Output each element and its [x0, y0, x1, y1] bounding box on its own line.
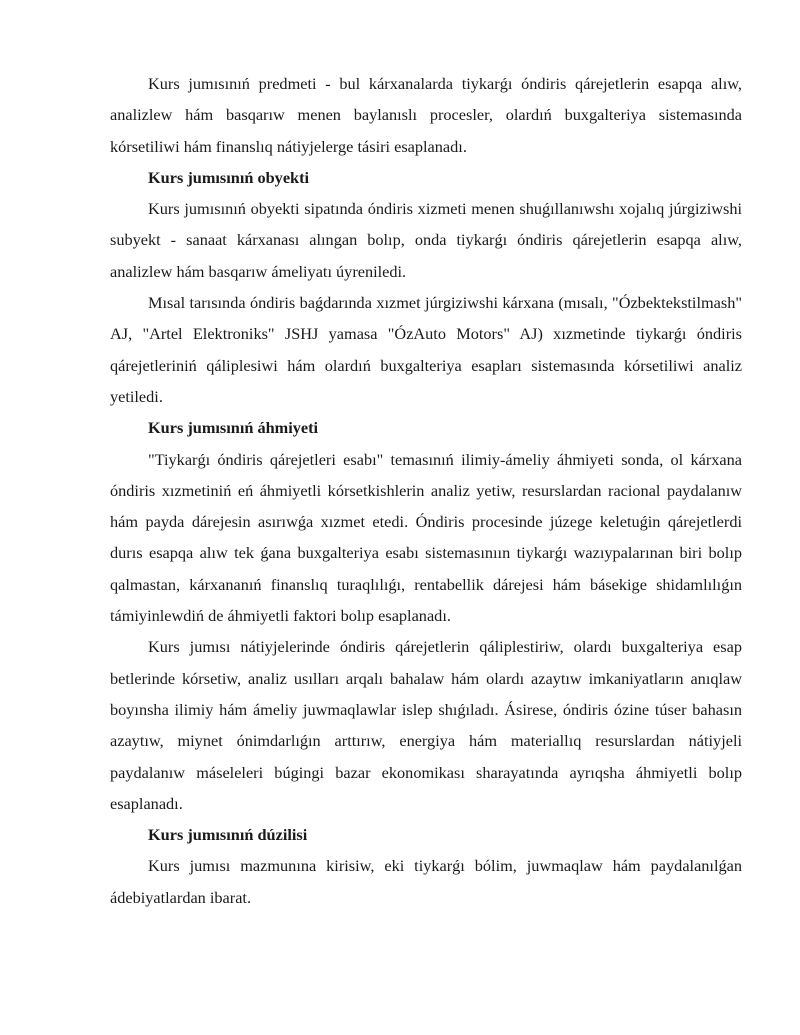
document-page: [110, 68, 742, 913]
paragraph-structure: Kurs jumısı mazmunına kirisiw, eki tiykarǵı bólim, juwmaqlaw hám paydalanılǵan ádebiyatlardan ibarat.: [110, 856, 742, 907]
heading-structure: Kurs jumısınıń dúzilisi: [148, 825, 308, 845]
paragraph-example: Mısal tarısında óndiris baǵdarında xızmet júrgiziwshi kárxana (mısalı, "Ózbektekstilmash" AJ, "Artel Elektroniks" JSHJ yamasa "ÓzAuto Motors" AJ) xızmetinde tiykarǵı óndiris qárejetleriniń qáliplesiwi hám olardıń buxgalteriya esapları sistemasında kórsetiliwi analiz yetiledi.: [110, 293, 742, 406]
heading-object: Kurs jumısınıń obyekti: [148, 167, 310, 187]
paragraph-object: Kurs jumısınıń obyekti sipatında óndiris xizmeti menen shuǵıllanıwshı xojalıq júrgiziwshi subyekt - sanaat kárxanası alıngan bolıp, onda tiykarǵı óndiris qárejetlerin esapqa alıw, analizlew hám basqarıw ámeliyatı úyreniledi.: [110, 199, 742, 281]
paragraph-importance: "Tiykarǵı óndiris qárejetleri esabı" temasınıń ilimiy-ámeliy áhmiyeti sonda, ol kárxana óndiris xızmetiniń eń áhmiyetli kórsetkishlerin analiz yetiw, resurslardan racional paydalanıw hám payda dárejesin asırıwǵa xızmet etedi. Óndiris procesinde júzege keletuǵin qárejetlerdi durıs esapqa alıw tek ǵana buxgalteriya esabı sistemasınıın tiykarǵı wazıypalarınan biri bolıp qalmastan, kárxananıń finanslıq turaqlılıǵı, rentabellik dárejesi hám básekige shidamlılıǵın támiyinlewdiń de áhmiyetli faktori bolıp esaplanadı.: [110, 449, 742, 626]
heading-importance: Kurs jumısınıń áhmiyeti: [148, 418, 319, 438]
paragraph-subject: Kurs jumısınıń predmeti - bul kárxanalarda tiykarǵı óndiris qárejetlerin esapqa alıw, analizlew hám basqarıw menen baylanıslı procesler, olardıń buxgalteriya sistemasında kórsetiliwi hám finanslıq nátiyjelerge tásiri esaplanadı.: [110, 74, 742, 156]
paragraph-results: Kurs jumısı nátiyjelerinde óndiris qárejetlerin qáliplestiriw, olardı buxgalteriya esap betlerinde kórsetiw, analiz usılları arqalı bahalaw hám olardı azaytıw imkaniyatların anıqlaw boyınsha ilimiy hám ámeliy juwmaqlawlar islep shıǵıladı. Ásirese, óndiris ózine túser bahasın azaytıw, miynet ónimdarlıǵın arttırıw, energiya hám materiallıq resurslardan nátiyjeli paydalanıw máseleleri búgingi bazar ekonomikası sharayatında ayrıqsha áhmiyetli bolıp esaplanadı.: [110, 637, 742, 813]
